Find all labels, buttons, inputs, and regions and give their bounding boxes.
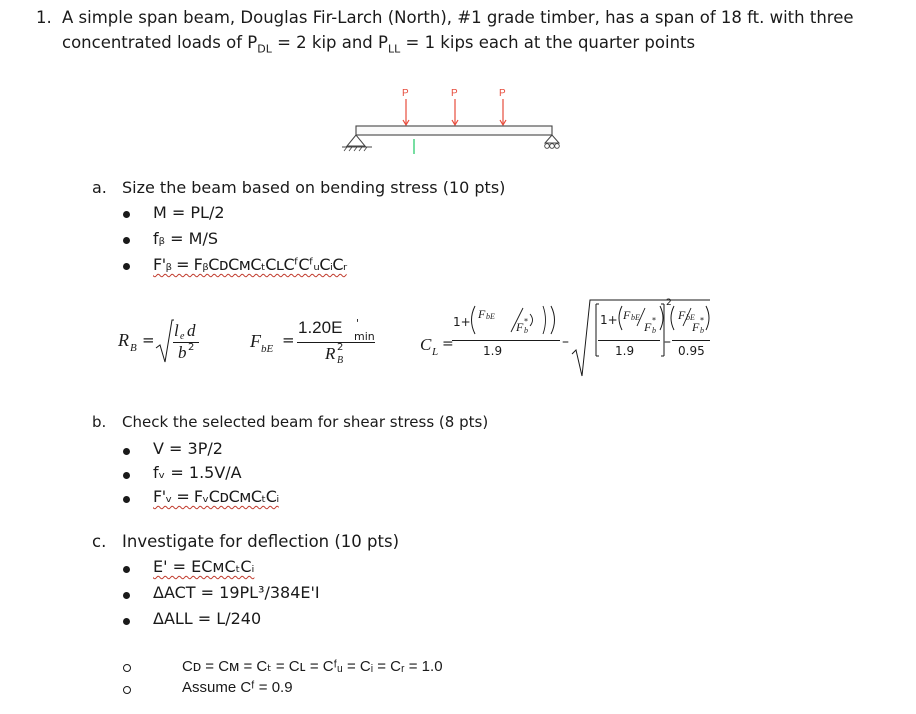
bullet-c3 <box>123 618 130 625</box>
formula-cl: C L = 1+ F bE F b * 1.9 – 1+ F bE F b * 1.9 2 – F bE F b * 0.95 <box>420 298 720 376</box>
beam <box>356 126 552 135</box>
bullet-a3 <box>123 263 130 270</box>
roller-support <box>545 135 560 148</box>
load-label-3: P <box>499 88 506 99</box>
part-c-item-2: ΔACT = 19PL³/384E'I <box>153 583 320 602</box>
note-factors: Cᴅ = Cᴍ = Cₜ = Cʟ = Cᶠᵤ = Cᵢ = Cᵣ = 1.0 <box>182 658 443 675</box>
formula-fbe: F bE = 1.20E ' min R 2 B <box>250 317 375 366</box>
part-b-item-2: fᵥ = 1.5V/A <box>153 463 242 482</box>
part-c-title: Investigate for deflection (10 pts) <box>122 532 400 551</box>
ring-bullet-2 <box>123 686 131 694</box>
note-assume-cf: Assume Cᶠ = 0.9 <box>182 679 293 696</box>
part-b-title: Check the selected beam for shear stress (8 pts) <box>122 413 489 431</box>
part-a-item-2: fᵦ = M/S <box>153 229 218 248</box>
part-c-item-3: ΔALL = L/240 <box>153 609 262 628</box>
bullet-a1 <box>123 211 130 218</box>
pin-support <box>342 135 372 151</box>
part-b-letter: b. <box>92 413 107 431</box>
question-line-2: concentrated loads of $P_{DL} = 2$ kip and $P_{LL} = 1$ kips each at the quarter points <box>62 33 696 56</box>
bullet-c2 <box>123 592 130 599</box>
load-arrows <box>402 88 506 125</box>
part-c-letter: c. <box>92 532 107 551</box>
formula-rb: R B = l e d b 2 <box>118 318 218 368</box>
part-a-item-1: M = PL/2 <box>153 203 225 222</box>
beam-diagram <box>340 84 580 158</box>
bullet-b1 <box>123 448 130 455</box>
load-label-2: P <box>451 88 458 99</box>
part-b-item-1: V = 3P/2 <box>153 439 223 458</box>
part-c-item-1: E' = ECᴍCₜCᵢ <box>153 557 255 576</box>
part-a-letter: a. <box>92 178 107 197</box>
part-b-item-3: F'ᵥ = FᵥCᴅCᴍCₜCᵢ <box>153 487 279 506</box>
bullet-a2 <box>123 237 130 244</box>
part-a-item-3: F'ᵦ = FᵦCᴅCᴍCₜCʟCᶠCᶠᵤCᵢCᵣ <box>153 255 347 274</box>
ring-bullet-1 <box>123 664 131 672</box>
question-line-1: A simple span beam, Douglas Fir-Larch (North), #1 grade timber, has a span of 18 ft. with three <box>62 8 854 27</box>
bullet-b3 <box>123 496 130 503</box>
load-label-1: P <box>402 88 409 99</box>
question-number: 1. <box>36 8 52 27</box>
bullet-c1 <box>123 566 130 573</box>
part-a-title: Size the beam based on bending stress (10 pts) <box>122 178 506 197</box>
bullet-b2 <box>123 472 130 479</box>
